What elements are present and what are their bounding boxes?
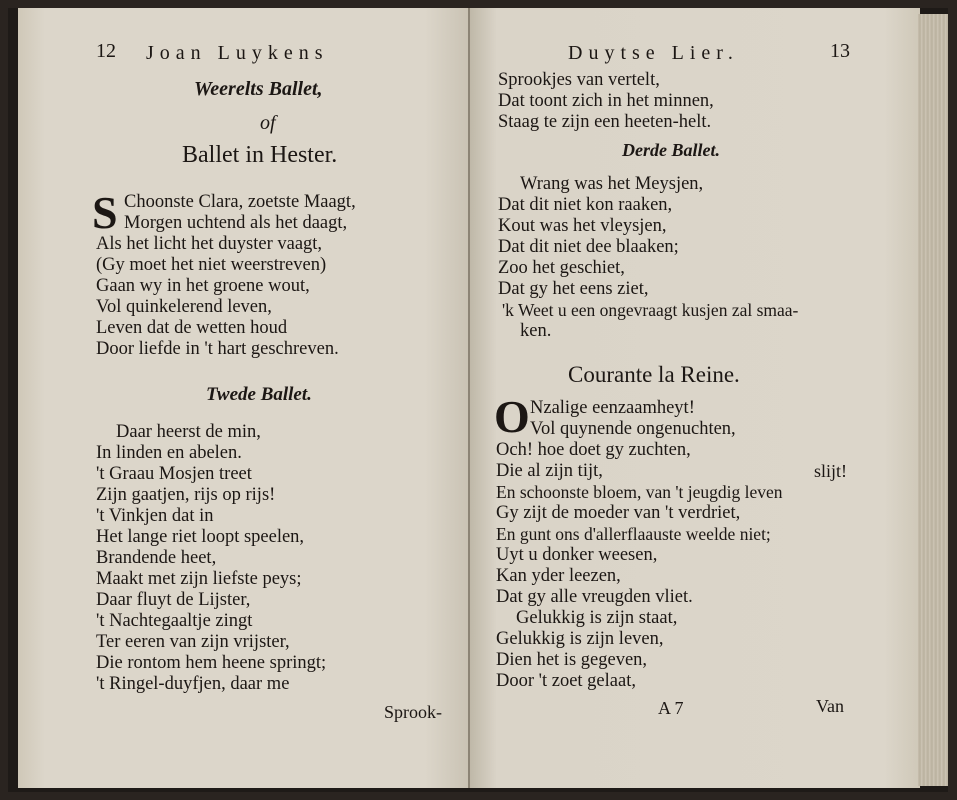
verse-line: Door 't zoet gelaat, — [496, 671, 636, 691]
verse-line: Het lange riet loopt speelen, — [96, 527, 305, 547]
verse-line: Vol quinkelerend leven, — [96, 297, 272, 317]
verse-line: In linden en abelen. — [96, 443, 242, 463]
verse-line: Nzalige eenzaamheyt! — [530, 398, 695, 418]
verse-block — [124, 192, 356, 234]
section-title: Courante la Reine. — [568, 362, 740, 387]
verse-line: Brandende heet, — [96, 548, 217, 568]
verse-line: 't Vinkjen dat in — [96, 506, 214, 526]
verse-line: Vol quynende ongenuchten, — [530, 419, 736, 439]
drop-capital: S — [92, 187, 118, 238]
running-head: Joan Luykens — [146, 42, 329, 64]
verse-line: Zoo het geschiet, — [498, 258, 625, 278]
verse-line: 't Ringel-duyfjen, daar me — [96, 674, 290, 694]
verse-line: ken. — [520, 321, 552, 341]
verse-line: Daar heerst de min, — [116, 422, 261, 442]
verse-line: Gy zijt de moeder van 't verdriet, — [496, 503, 741, 523]
verse-line: Dien het is gegeven, — [496, 650, 648, 670]
verse-line: Dat gy het eens ziet, — [498, 279, 649, 299]
verse-line: En gunt ons d'allerflaauste weelde niet; — [496, 524, 771, 544]
verse-line: 't Nachtegaaltje zingt — [96, 611, 253, 631]
verse-line: Als het licht het duyster vaagt, — [96, 234, 323, 254]
verse-block — [496, 440, 783, 692]
verse-line: Dat dit niet kon raaken, — [498, 195, 673, 215]
verse-line: Staag te zijn een heeten-helt. — [498, 112, 712, 132]
line-end-word: slijt! — [814, 461, 848, 481]
verse-line: Ter eeren van zijn vrijster, — [96, 632, 290, 652]
verse-block — [498, 70, 714, 133]
verse-line: Uyt u donker weesen, — [496, 545, 658, 565]
verse-line: Gaan wy in het groene wout, — [96, 276, 310, 296]
verse-line: En schoonste bloem, van 't jeugdig leven — [496, 482, 783, 502]
verse-line: Morgen uchtend als het daagt, — [124, 213, 348, 233]
verse-line: Kan yder leezen, — [496, 566, 621, 586]
verse-line: (Gy moet het niet weerstreven) — [96, 255, 327, 275]
verse-line: Kout was het vleysjen, — [498, 216, 667, 236]
right-page — [470, 8, 920, 788]
signature-mark: A 7 — [658, 698, 684, 718]
verse-block — [530, 398, 736, 440]
poem-title: Weerelts Ballet, — [194, 78, 323, 100]
catchword: Sprook- — [384, 702, 442, 722]
verse-line: Gelukkig is zijn staat, — [516, 608, 678, 628]
verse-line: Sprookjes van vertelt, — [498, 70, 660, 90]
verse-line: Leven dat de wetten houd — [96, 318, 288, 338]
verse-block — [498, 174, 798, 342]
page-edges — [918, 14, 948, 786]
verse-block — [96, 234, 339, 360]
section-title: Twede Ballet. — [206, 384, 312, 405]
left-page — [18, 8, 470, 788]
verse-line: Dat toont zich in het minnen, — [498, 91, 714, 111]
verse-line: Dat gy alle vreugden vliet. — [496, 587, 693, 607]
section-title: Derde Ballet. — [622, 140, 720, 160]
verse-line: Die rontom hem heene springt; — [96, 653, 327, 673]
catchword: Van — [816, 696, 844, 716]
verse-line: Choonste Clara, zoetste Maagt, — [124, 192, 356, 212]
open-book — [8, 8, 948, 792]
running-head: Duytse Lier. — [568, 42, 739, 64]
verse-line: Dat dit niet dee blaaken; — [498, 237, 679, 257]
verse-line: Door liefde in 't hart geschreven. — [96, 339, 339, 359]
verse-line: Zijn gaatjen, rijs op rijs! — [96, 485, 276, 505]
page-number: 12 — [96, 40, 116, 62]
verse-line: 'k Weet u een ongevraagt kusjen zal smaa- — [502, 300, 799, 320]
verse-line: Daar fluyt de Lijster, — [96, 590, 251, 610]
verse-block — [96, 422, 326, 695]
page-number: 13 — [830, 40, 850, 62]
poem-subtitle: Ballet in Hester. — [182, 142, 338, 168]
verse-line: Die al zijn tijt, — [496, 461, 603, 481]
drop-capital: O — [494, 391, 530, 442]
verse-line: Maakt met zijn liefste peys; — [96, 569, 302, 589]
verse-line: Gelukkig is zijn leven, — [496, 629, 664, 649]
poem-title-of: of — [260, 112, 276, 134]
verse-line: Och! hoe doet gy zuchten, — [496, 440, 691, 460]
verse-line: 't Graau Mosjen treet — [96, 464, 252, 484]
verse-line: Wrang was het Meysjen, — [520, 174, 704, 194]
